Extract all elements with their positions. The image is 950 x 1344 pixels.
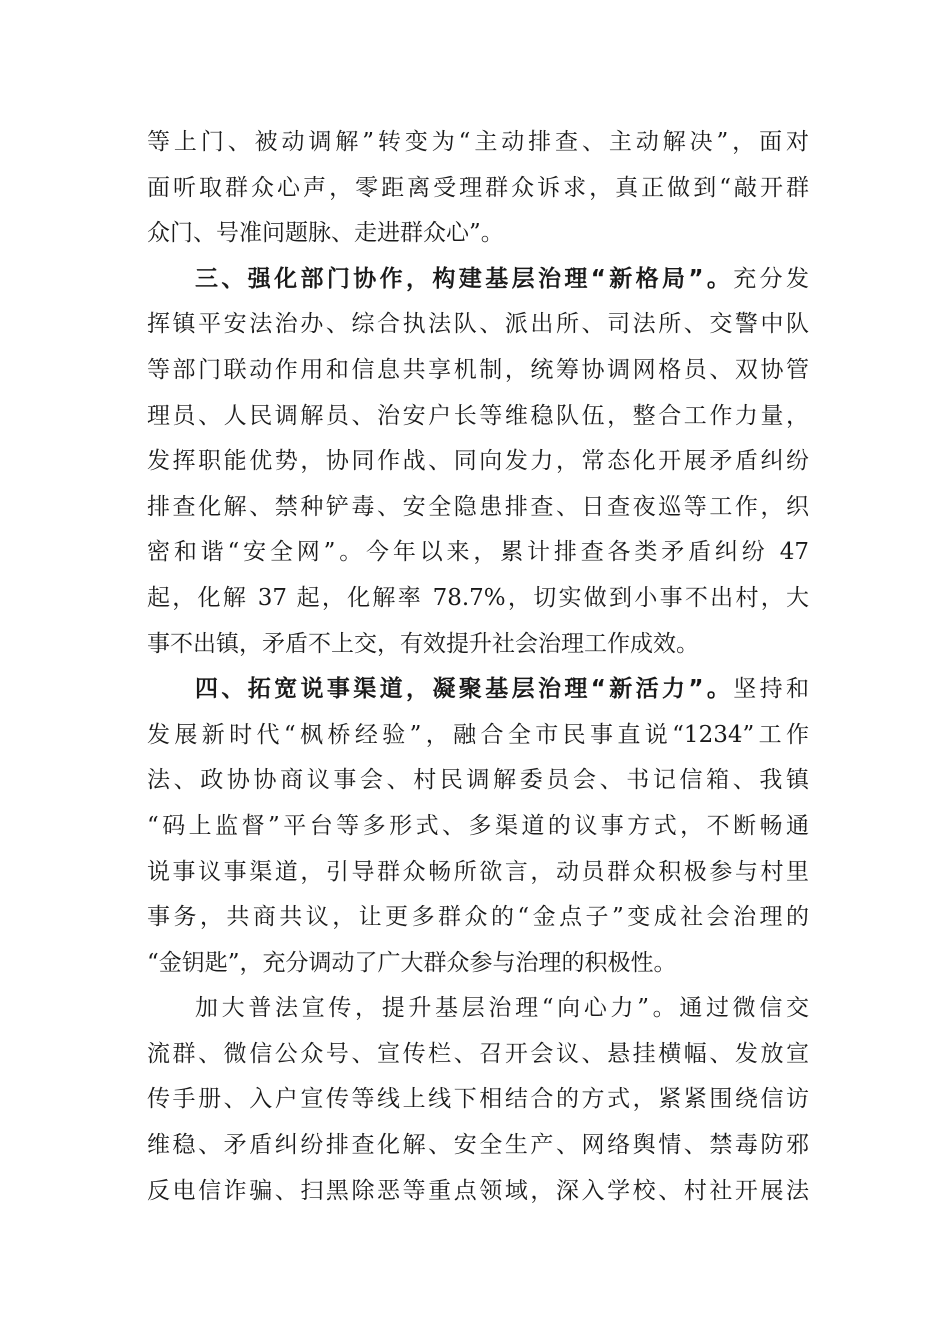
section-four-heading: 四、拓宽说事渠道，凝聚基层治理“新活力”。 — [195, 676, 734, 703]
paragraph-line: “金钥匙”，充分调动了广大群众参与治理的积极性。 — [147, 949, 677, 976]
paragraph-line: 等上门、被动调解”转变为“主动排查、主动解决”，面对 — [147, 129, 809, 155]
paragraph-line: 起，化解 37 起，化解率 78.7%，切实做到小事不出村，大 — [147, 584, 809, 611]
paragraph-line: 发挥职能优势，协同作战、同向发力，常态化开展矛盾纠纷 — [147, 448, 809, 475]
paragraph-line: 维稳、矛盾纠纷排查化解、安全生产、网络舆情、禁毒防邪 — [147, 1132, 809, 1159]
section-five-first-line: 加大普法宣传，提升基层治理“向心力”。通过微信交 — [195, 995, 809, 1022]
body-text — [147, 120, 809, 1214]
paragraph-line: 说事议事渠道，引导群众畅所欲言，动员群众积极参与村里 — [147, 858, 809, 885]
paragraph-line: 密和谐“安全网”。今年以来，累计排查各类矛盾纠纷 47 — [147, 539, 809, 566]
paragraph-line: 众门、号准问题脉、走进群众心”。 — [147, 220, 504, 247]
section-four-first-line — [147, 667, 809, 713]
section-four-lead-text: 坚持和 — [733, 676, 810, 703]
paragraph-line: 事务，共商共议，让更多群众的“金点子”变成社会治理的 — [147, 904, 809, 931]
paragraph-line: 面听取群众心声，零距离受理群众诉求，真正做到“敲开群 — [147, 174, 809, 201]
paragraph-line: 等部门联动作用和信息共享机制，统筹协调网格员、双协管 — [147, 356, 809, 383]
paragraph-line: 流群、微信公众号、宣传栏、召开会议、悬挂横幅、发放宣 — [147, 1040, 809, 1067]
paragraph-line: 反电信诈骗、扫黑除恶等重点领域，深入学校、村社开展法 — [147, 1177, 809, 1204]
section-three-lead-text: 充分发 — [733, 265, 810, 292]
section-three-first-line — [147, 257, 809, 303]
paragraph-line: 法、政协协商议事会、村民调解委员会、书记信箱、我镇 — [147, 767, 809, 794]
paragraph-line: 挥镇平安法治办、综合执法队、派出所、司法所、交警中队 — [147, 311, 809, 338]
paragraph-line: 理员、人民调解员、治安户长等维稳队伍，整合工作力量， — [147, 402, 809, 429]
paragraph-line: 传手册、入户宣传等线上线下相结合的方式，紧紧围绕信访 — [147, 1086, 809, 1113]
paragraph-line: 事不出镇，矛盾不上交，有效提升社会治理工作成效。 — [147, 630, 699, 657]
section-three-heading: 三、强化部门协作，构建基层治理“新格局”。 — [195, 265, 734, 292]
paragraph-line: “码上监督”平台等多形式、多渠道的议事方式，不断畅通 — [147, 812, 809, 839]
paragraph-line: 发展新时代“枫桥经验”，融合全市民事直说“1234”工作 — [147, 721, 809, 748]
paragraph-line: 排查化解、禁种铲毒、安全隐患排查、日查夜巡等工作，织 — [147, 493, 809, 520]
